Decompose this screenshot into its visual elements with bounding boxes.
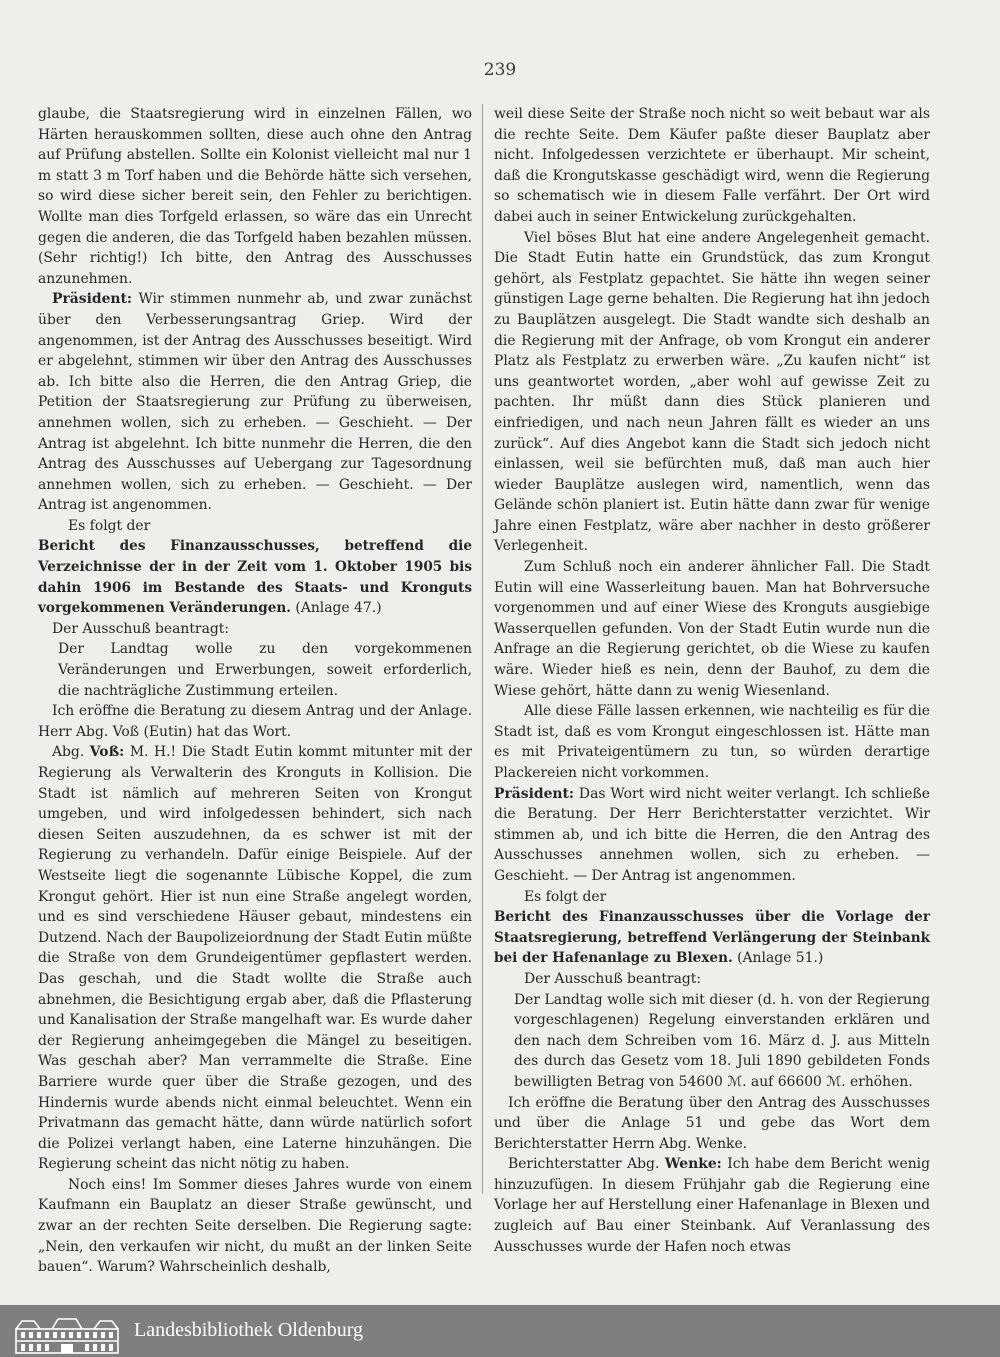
footer-bar bbox=[0, 1305, 1000, 1357]
left-column bbox=[38, 104, 472, 1278]
speaker-name: Voß: bbox=[89, 744, 125, 761]
paragraph: Ich eröffne die Beratung über den Antrag des Ausschusses und über die Anlage 51 und gebe das Wort dem Berichterstatter Herrn Abg. Wenke. bbox=[494, 1094, 930, 1152]
paragraph: Ich eröffne die Beratung zu diesem Antrag und der Anlage. Herr Abg. Voß (Eutin) hat das Wort. bbox=[38, 703, 472, 740]
section-heading bbox=[494, 907, 930, 969]
paragraph: Der Ausschuß beantragt: bbox=[524, 970, 702, 987]
speaker-name: Präsident: bbox=[52, 291, 133, 308]
paragraph: Zum Schluß noch ein anderer ähnlicher Fall. Die Stadt Eutin will eine Wasserleitung bauen. Man hat Bohrversuche vorgenommen und auf einer Wiese des Kronguts ausgiebige Wasserquellen gefunden. Von der Stadt Eutin wurde nun die Anfrage an die Regierung gerichtet, ob die Wiese zu kaufen wäre. Wieder hieß es nein, denn der Bauhof, zu dem die Wiese gehört, hätte dann zu wenig Wiesenland. bbox=[494, 559, 930, 699]
column-divider bbox=[482, 104, 483, 1194]
section-heading bbox=[38, 536, 472, 618]
motion-block: Der Landtag wolle sich mit dieser (d. h. von der Regierung vorgeschlagenen) Regelung einverstanden erklären und den nach dem Schreiben vom 16. März d. J. aus Mitteln des durch das Gesetz vom 18. Juli 1890 gebildeten Fonds bewilligten Betrag von 54600 ℳ. auf 66600 ℳ. erhöhen. bbox=[514, 991, 930, 1090]
right-column bbox=[494, 104, 930, 1257]
speech-text: Ich habe dem Bericht wenig hinzuzufügen. In diesem Frühjahr gab die Regierung eine Vorlage her auf Herstellung einer Hafenanlage in Blexen und zugleich auf Bau einer Steinbank. Auf Veranlassung des Ausschusses wurde der Hafen noch etwas bbox=[494, 1156, 930, 1255]
paragraph: glaube, die Staatsregierung wird in einzelnen Fällen, wo Härten herauskommen sollten, diese auch ohne den Antrag auf Prüfung abstellen. Sollte ein Kolonist vielleicht mal nur 1 m statt 3 m Torf haben und die Behörde hätte sich versehen, so wird diese sicher bereit sein, den Fehler zu berichtigen. Wollte man dies Torfgeld erlassen, so wäre das ein Unrecht gegen die anderen, die das Torfgeld haben bezahlen müssen. (Sehr richtig!) Ich bitte, den Antrag des Ausschusses anzunehmen. bbox=[38, 106, 472, 287]
paragraph bbox=[38, 742, 472, 1174]
heading-suffix: (Anlage 51.) bbox=[732, 950, 824, 967]
heading-suffix: (Anlage 47.) bbox=[290, 600, 382, 617]
speaker-name: Präsident: bbox=[494, 785, 575, 802]
speech-text: M. H.! Die Stadt Eutin kommt mitunter mit der Regierung als Verwalterin des Kronguts in Kollision. Die Stadt ist nämlich auf mehreren Seiten von Krongut umgeben, und wird infolgedessen behindert, sich nach diesen Seiten auszudehnen, da es schwer ist mit der Regierung zu verhandeln. Dafür einige Beispiele. Auf der Westseite liegt die sogenannte Lübische Koppel, die zum Krongut gehört. Hier ist nun eine Straße angelegt worden, und es sind verschiedene Häuser gebaut, mindestens ein Dutzend. Nach der Baupolizeiordnung der Stadt Eutin müßte die Straße von dem Grundeigentümer gepflastert werden. Das geschah, und die Stadt wollte die Straße auch abnehmen, die Besichtigung ergab aber, daß die Pflasterung und Kanalisation der Straße mangelhaft war. Es wurde daher der Regierung anheimgegeben die Mängel zu beseitigen. Was geschah aber? Man verrammelte die Straße. Eine Barriere wurde quer über die Straße gezogen, und des Hindernis wurde abends nicht einmal beleuchtet. Wenn ein Privatmann das gemacht hätte, dann würde natürlich sofort die Polizei verlangt haben, eine Laterne hinzuhängen. Die Regierung scheint das nicht nötig zu haben. bbox=[38, 744, 472, 1173]
paragraph bbox=[494, 1154, 930, 1257]
speaker-prefix: Abg. bbox=[52, 744, 90, 761]
heading-text: Bericht des Finanzausschusses, betreffend die Verzeichnisse der in der Zeit vom 1. Oktober 1905 bis dahin 1906 im Bestande des Staats- und Kronguts vorgekommenen Veränderungen. bbox=[38, 538, 472, 617]
paragraph: Noch eins! Im Sommer dieses Jahres wurde von einem Kaufmann ein Bauplatz an dieser Straße gewünscht, und zwar an der rechten Seite derselben. Die Regierung sagte: „Nein, den verkaufen wir nicht, du mußt an der linken Seite bauen“. Warum? Wahrscheinlich deshalb, bbox=[38, 1176, 472, 1276]
paragraph: weil diese Seite der Straße noch nicht so weit bebaut war als die rechte Seite. Dem Käufer paßte dieser Bauplatz aber nicht. Infolgedessen verzichtete er überhaupt. Mir scheint, daß die Krongutskasse geschädigt wird, wenn die Regierung so schematisch wie in diesem Falle verfährt. Der Ort wird dabei auch in seiner Entwickelung zurückgehalten. bbox=[494, 106, 930, 225]
speech-text: Wir stimmen nunmehr ab, und zwar zunächst über den Verbesserungsantrag Griep. Wird der angenommen, ist der Antrag des Ausschusses beseitigt. Wird er abgelehnt, stimmen wir über den Antrag des Ausschusses ab. Ich bitte also die Herren, die den Antrag Griep, die Petition der Staatsregierung zur Prüfung zu überweisen, annehmen wollen, sich zu erheben. — Geschieht. — Der Antrag ist abgelehnt. Ich bitte nunmehr die Herren, die den Antrag des Ausschusses auf Uebergang zur Tagesordnung annehmen wollen, sich zu erheben. — Geschieht. — Der Antrag ist angenommen. bbox=[38, 291, 472, 514]
paragraph: Es folgt der bbox=[68, 517, 151, 534]
paragraph bbox=[494, 784, 930, 887]
speech-text: Das Wort wird nicht weiter verlangt. Ich schließe die Beratung. Der Herr Berichterstatter verzichtet. Wir stimmen ab, und ich bitte die Herren, die den Antrag des Ausschusses annehmen wollen, sich zu erheben. — Geschieht. — Der Antrag ist angenommen. bbox=[494, 785, 930, 884]
motion-block: Der Landtag wolle zu den vorgekommenen Veränderungen und Erwerbungen, soweit erforderlich, die nachträgliche Zustimmung erteilen. bbox=[58, 641, 472, 699]
paragraph: Alle diese Fälle lassen erkennen, wie nachteilig es für die Stadt ist, daß es vom Krongut eingeschlossen ist. Hätte man es mit Privateigentümern zu tun, so würden derartige Plackereien nicht vorkommen. bbox=[494, 703, 930, 781]
page-number: 239 bbox=[483, 60, 517, 80]
speaker-name: Wenke: bbox=[664, 1156, 722, 1173]
library-name: Landesbibliothek Oldenburg bbox=[134, 1319, 364, 1341]
paragraph: Viel böses Blut hat eine andere Angelegenheit gemacht. Die Stadt Eutin hatte ein Grundstück, das zum Krongut gehört, als Festplatz gepachtet. Sie hätte ihn wegen seiner günstigen Lage gerne behalten. Die Regierung hat ihn jedoch zu Bauplätzen ausgelegt. Die Stadt wandte sich deshalb an die Regierung mit der Anfrage, ob vom Krongut ein anderer Platz als Festplatz zu erwerben wäre. „Zu kaufen nicht“ ist uns geantwortet worden, „aber wohl auf gewisse Zeit zu pachten. Ihr müßt dann dies Stück planieren und einfriedigen, und nach neun Jahren fällt es wieder an uns zurück“. Auf dies Angebot kann die Stadt sich jedoch nicht einlassen, weil sie befürchten muß, daß man auch hier wieder Bauplätze auslegen wird, namentlich, wenn das Gelände schön planiert ist. Eutin hätte dann zwar für wenige Jahre einen Festplatz, wäre aber nachher in desto größerer Verlegenheit. bbox=[494, 229, 930, 555]
paragraph: Es folgt der bbox=[524, 888, 607, 905]
heading-text: Bericht des Finanzausschusses über die Vorlage der Staatsregierung, betreffend Verlängerung der Steinbank bei der Hafenanlage zu Blexen. bbox=[494, 909, 930, 967]
paragraph: Der Ausschuß beantragt: bbox=[52, 620, 230, 637]
library-building-icon bbox=[12, 1315, 122, 1355]
speaker-prefix: Berichterstatter Abg. bbox=[508, 1156, 665, 1173]
paragraph bbox=[38, 289, 472, 516]
